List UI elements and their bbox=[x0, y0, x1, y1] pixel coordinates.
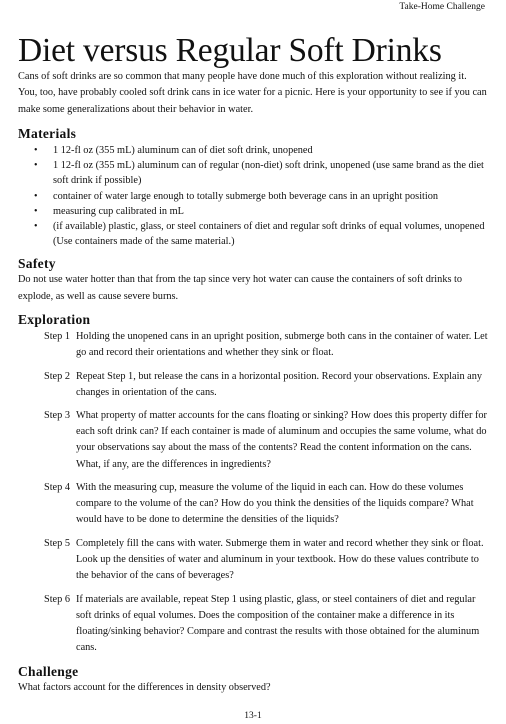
step-label bbox=[18, 369, 70, 401]
exploration-steps bbox=[18, 329, 488, 656]
step-text: Repeat Step 1, but release the cans in a horizontal position. Record your observations. Explain any changes in orientation of the cans. bbox=[76, 370, 483, 398]
step-label-text: Step 2 bbox=[43, 370, 70, 382]
material-text: container of water large enough to totally submerge both beverage cans in an upright position bbox=[53, 190, 439, 202]
materials-heading: Materials bbox=[18, 125, 77, 141]
list-item bbox=[18, 219, 488, 249]
step-item bbox=[18, 480, 488, 528]
material-text: (if available) plastic, glass, or steel containers of diet and regular soft drinks of equal volumes, unopened (Use containers made of the same material.) bbox=[53, 220, 485, 248]
step-label bbox=[18, 536, 70, 584]
challenge-heading: Challenge bbox=[18, 663, 79, 679]
exploration-heading: Exploration bbox=[18, 311, 91, 327]
step-item bbox=[18, 536, 488, 584]
step-text: What property of matter accounts for the cans floating or sinking? How does this property differ for each soft drink can? If each container is made of aluminum and occupies the same volume, what do your observations say about the mass of the contents? Read the content information on the cans. What, if any, are the differences in ingredients? bbox=[76, 410, 487, 470]
materials-list bbox=[18, 143, 488, 249]
step-text: With the measuring cup, measure the volume of the liquid in each can. How do these volumes compare to the volume of the can? How do you think the densities of the liquids compare? What would have to be done to determine the densities of the liquids? bbox=[76, 482, 474, 526]
bullet-icon: • bbox=[34, 205, 38, 217]
bullet-icon: • bbox=[34, 220, 38, 232]
safety-text: Do not use water hotter than that from the tap since very hot water can cause the containers of soft drinks to explode, as well as cause severe burns. bbox=[18, 274, 463, 302]
step-item bbox=[18, 329, 488, 361]
step-text: If materials are available, repeat Step 1 using plastic, glass, or steel containers of diet and regular soft drinks of equal volumes. Does the composition of the container make a difference in its floating/sinking behavior? Compare and contrast the results with those obtained for the aluminum cans. bbox=[76, 593, 480, 653]
step-label-text: Step 1 bbox=[43, 330, 70, 342]
list-item bbox=[18, 204, 488, 219]
page-title: Diet versus Regular Soft Drinks bbox=[18, 32, 442, 69]
step-text: Holding the unopened cans in an upright position, submerge both cans in the container of water. Let go and record their orientations and whether they sink or float. bbox=[76, 330, 488, 358]
step-item bbox=[18, 592, 488, 656]
material-text: 1 12-fl oz (355 mL) aluminum can of regular (non-diet) soft drink, unopened (use same brand as the diet soft drink if possible) bbox=[53, 160, 484, 187]
material-text: measuring cup calibrated in mL bbox=[53, 205, 184, 217]
step-text: Completely fill the cans with water. Submerge them in water and record whether they sink or float. Look up the densities of water and aluminum in your textbook. How do these values contribute to the behavior of the cans of beverages? bbox=[76, 537, 484, 582]
bullet-icon: • bbox=[34, 190, 38, 202]
intro-paragraph: Cans of soft drinks are so common that many people have done much of this exploration without realizing it. You, too, have probably cooled soft drink cans in ice water for a picnic. Here is your opportunity to see if you can make some generalizations about their behavior in water. bbox=[18, 71, 487, 115]
list-item bbox=[18, 143, 488, 158]
page-content bbox=[18, 33, 488, 696]
step-label bbox=[18, 408, 70, 472]
step-label-text: Step 3 bbox=[43, 410, 70, 422]
running-head: Take-Home Challenge bbox=[399, 2, 485, 12]
page-number: 13-1 bbox=[244, 711, 262, 721]
list-item bbox=[18, 189, 488, 204]
safety-heading: Safety bbox=[18, 256, 56, 272]
bullet-icon: • bbox=[34, 144, 38, 156]
step-label bbox=[18, 592, 70, 656]
step-label-text: Step 4 bbox=[43, 482, 70, 494]
step-label bbox=[18, 329, 70, 361]
step-item bbox=[18, 408, 488, 472]
step-label bbox=[18, 480, 70, 528]
challenge-text: What factors account for the differences in density observed? bbox=[18, 681, 271, 693]
material-text: 1 12-fl oz (355 mL) aluminum can of diet soft drink, unopened bbox=[53, 144, 313, 156]
step-item bbox=[18, 369, 488, 401]
bullet-icon: • bbox=[34, 160, 38, 172]
step-label-text: Step 6 bbox=[43, 593, 70, 605]
list-item bbox=[18, 158, 488, 188]
step-label-text: Step 5 bbox=[43, 537, 70, 549]
